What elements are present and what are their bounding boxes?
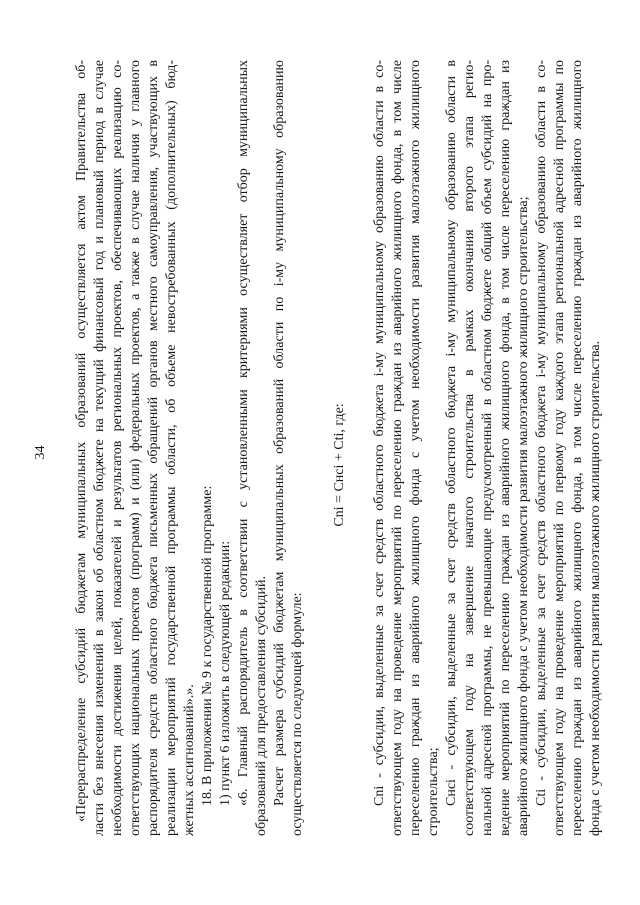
text-line: реализации мероприятий государственной программы области, об объеме невостребованных (дополнительных) бюд- [164,60,179,836]
text-line: ответствующем году на проведение мероприятий по первому году каждого этапа региональной адресной программы по [552,60,567,836]
text-section-before-formula [73,60,307,836]
paragraph [371,60,443,836]
text-line: соответствующем году на завершение начатого строительства в рамках окончания второго этапа регио- [462,60,477,836]
paragraph [533,60,605,836]
paragraph [199,60,217,836]
text-line: «6. Главный распорядитель в соответствии с установленными критериями осуществляет отбор муниципальных [236,60,251,806]
text-line: «Перераспределение субсидий бюджетам муниципальных образований осуществляется актом Правительства об- [74,60,89,822]
text-line: строительства; [426,747,441,836]
text-line: Снсi - субсидии, выделенные за счет средств областного бюджета i-му муниципальному образованию области в [444,60,459,806]
formula: Сni = Снсi + Сti, где: [332,403,347,527]
text-line: переселению граждан из аварийного жилищного фонда, в том числе переселению граждан из аварийного жилищного [570,60,585,836]
text-section-after-formula [371,60,605,836]
page-number: 34 [33,445,48,460]
text-line: 1) пункт 6 изложить в следующей редакции: [218,540,233,806]
text-line: переселению граждан из аварийного жилищного фонда с учетом необходимости развития малоэтажного жилищного [408,60,423,836]
text-line: образований для предоставления субсидий. [254,576,269,836]
text-line: 18. В приложении № 9 к государственной программе: [200,485,215,806]
document-body [73,60,605,836]
text-line: осуществляется по следующей формуле: [290,592,305,836]
text-line: необходимости достижения целей, показателей и результатов региональных проектов, обеспечивающих реализацию со- [110,60,125,836]
text-line: фонда с учетом необходимости развития малоэтажного жилищного строительства. [588,340,603,836]
paragraph [235,60,271,836]
text-line: распорядителя средств областного бюджета письменных обращений органов местного самоуправления, участвующих в [146,60,161,836]
text-line: Сti - субсидии, выделенные за счет средств областного бюджета i-му муниципальному образованию области в со- [534,60,549,806]
text-line: жетных ассигнований».». [182,684,197,836]
text-line: Расчет размера субсидий бюджетам муниципальных образований области по i-му муниципальному образованию [272,60,287,806]
paragraph [73,60,199,836]
paragraph [271,60,307,836]
paragraph [217,60,235,836]
text-line: ответствующих национальных проектов (программ) и (или) федеральных проектов, а также в случае наличия у главного [128,60,143,836]
text-line: ответствующем году на проведение мероприятий по переселению граждан из аварийного жилищного фонда, в том числе [390,60,405,836]
text-line: ведение мероприятий по переселению граждан из аварийного жилищного фонда, в том числе переселению граждан из [498,60,513,836]
text-line: ласти без внесения изменений в закон об областном бюджете на текущий финансовый год и плановый период в случае [92,60,107,836]
text-line: нальной адресной программы, не превышающие предусмотренный в областном бюджете общий объем субсидий на про- [480,60,495,836]
paragraph [443,60,533,836]
text-line: аварийного жилищного фонда с учетом необходимости развития малоэтажного жилищного строительства; [516,196,531,836]
text-line: Сni - субсидии, выделенные за счет средств областного бюджета i-му муниципальному образованию области в со- [372,60,387,806]
